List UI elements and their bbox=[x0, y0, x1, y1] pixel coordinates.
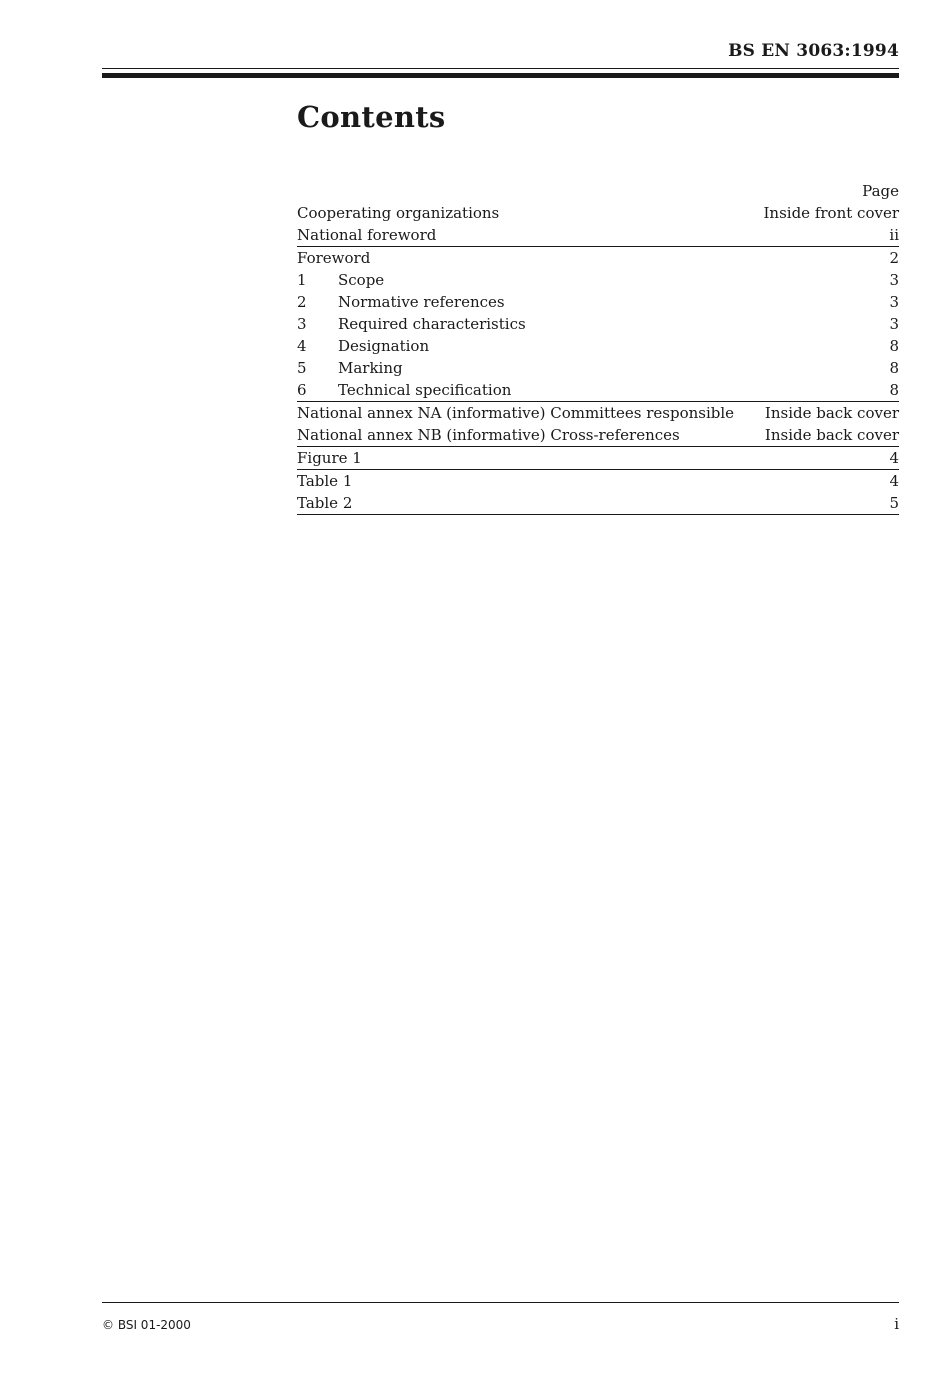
toc-entry-number: 4 bbox=[297, 337, 307, 355]
toc-entry-page: 8 bbox=[889, 359, 899, 377]
toc-entry-number: 2 bbox=[297, 293, 307, 311]
toc-entry-title bbox=[297, 335, 429, 357]
page-title: Contents bbox=[297, 100, 446, 134]
toc-entry-page: Inside back cover bbox=[764, 426, 899, 444]
toc-entry-title bbox=[297, 357, 403, 379]
toc-group bbox=[297, 246, 899, 401]
toc-entry[interactable] bbox=[297, 357, 899, 379]
toc-entry-title bbox=[297, 224, 436, 246]
toc-entry-label: National foreword bbox=[297, 226, 437, 244]
toc-entry[interactable] bbox=[297, 424, 899, 446]
toc-entry-label: National annex NA (informative) Committees responsible bbox=[297, 404, 735, 422]
toc-entry-page: 2 bbox=[889, 249, 899, 267]
toc-entry-page: 8 bbox=[889, 337, 899, 355]
toc-entry-label: Cooperating organizations bbox=[297, 204, 500, 222]
toc-entry[interactable] bbox=[297, 379, 899, 401]
toc-entry-title bbox=[297, 247, 370, 269]
toc-entry-page: Inside front cover bbox=[763, 204, 899, 222]
footer-page-number: i bbox=[894, 1315, 899, 1333]
toc-entry[interactable] bbox=[297, 291, 899, 313]
page-column-label: Page bbox=[862, 182, 899, 200]
toc-entry[interactable] bbox=[297, 335, 899, 357]
toc-entry-title bbox=[297, 291, 505, 313]
toc-entry-title bbox=[297, 424, 680, 446]
toc-group bbox=[297, 469, 899, 515]
toc-entry[interactable] bbox=[297, 492, 899, 514]
toc-entry-title bbox=[297, 470, 352, 492]
footer-rule bbox=[102, 1302, 899, 1303]
toc-entry-page: 3 bbox=[889, 293, 899, 311]
toc-entry-label: Technical specification bbox=[338, 381, 512, 399]
toc-entry[interactable] bbox=[297, 470, 899, 492]
toc-header bbox=[297, 180, 899, 202]
toc-entry-title bbox=[297, 447, 362, 469]
toc-group bbox=[297, 446, 899, 469]
toc-entry-title bbox=[297, 269, 384, 291]
toc-entry-label: Figure 1 bbox=[297, 449, 362, 467]
toc-entry-number: 6 bbox=[297, 381, 307, 399]
toc-entry[interactable] bbox=[297, 224, 899, 246]
toc-entry[interactable] bbox=[297, 313, 899, 335]
toc-entry-title bbox=[297, 202, 499, 224]
toc-entry-label: National annex NB (informative) Cross-references bbox=[297, 426, 680, 444]
toc-entry-number: 5 bbox=[297, 359, 307, 377]
toc-entry-page: Inside back cover bbox=[764, 404, 899, 422]
toc-entry-label: Table 2 bbox=[297, 494, 353, 512]
toc-entry-label: Marking bbox=[338, 359, 403, 377]
toc-entry[interactable] bbox=[297, 269, 899, 291]
toc-entry-page: 8 bbox=[889, 381, 899, 399]
toc-entry-title bbox=[297, 379, 511, 401]
toc-entry-page: 5 bbox=[889, 494, 899, 512]
toc-entry[interactable] bbox=[297, 202, 899, 224]
toc-entry-title bbox=[297, 402, 734, 424]
toc-entry-label: Designation bbox=[338, 337, 430, 355]
toc-entry-page: 4 bbox=[889, 472, 899, 490]
toc-entry-label: Table 1 bbox=[297, 472, 353, 490]
toc-entry-title bbox=[297, 313, 526, 335]
toc-entry-page: 3 bbox=[889, 315, 899, 333]
toc-entry-title bbox=[297, 492, 352, 514]
toc-entry-number: 3 bbox=[297, 315, 307, 333]
toc-groups bbox=[297, 202, 899, 515]
document-id: BS EN 3063:1994 bbox=[728, 41, 899, 61]
toc-entry-label: Required characteristics bbox=[338, 315, 526, 333]
footer-copyright: © BSI 01-2000 bbox=[102, 1318, 191, 1332]
toc-entry-label: Foreword bbox=[297, 249, 371, 267]
toc-entry-page: 3 bbox=[889, 271, 899, 289]
toc-entry[interactable] bbox=[297, 247, 899, 269]
toc-entry[interactable] bbox=[297, 447, 899, 469]
toc-entry-page: ii bbox=[889, 226, 899, 244]
table-of-contents bbox=[297, 180, 899, 515]
toc-group bbox=[297, 401, 899, 446]
header-rule-thick bbox=[102, 73, 899, 78]
toc-entry-label: Normative references bbox=[338, 293, 505, 311]
toc-entry-label: Scope bbox=[338, 271, 385, 289]
toc-entry[interactable] bbox=[297, 402, 899, 424]
toc-group bbox=[297, 202, 899, 246]
toc-entry-number: 1 bbox=[297, 271, 307, 289]
header-rule-thin bbox=[102, 68, 899, 69]
toc-entry-page: 4 bbox=[889, 449, 899, 467]
